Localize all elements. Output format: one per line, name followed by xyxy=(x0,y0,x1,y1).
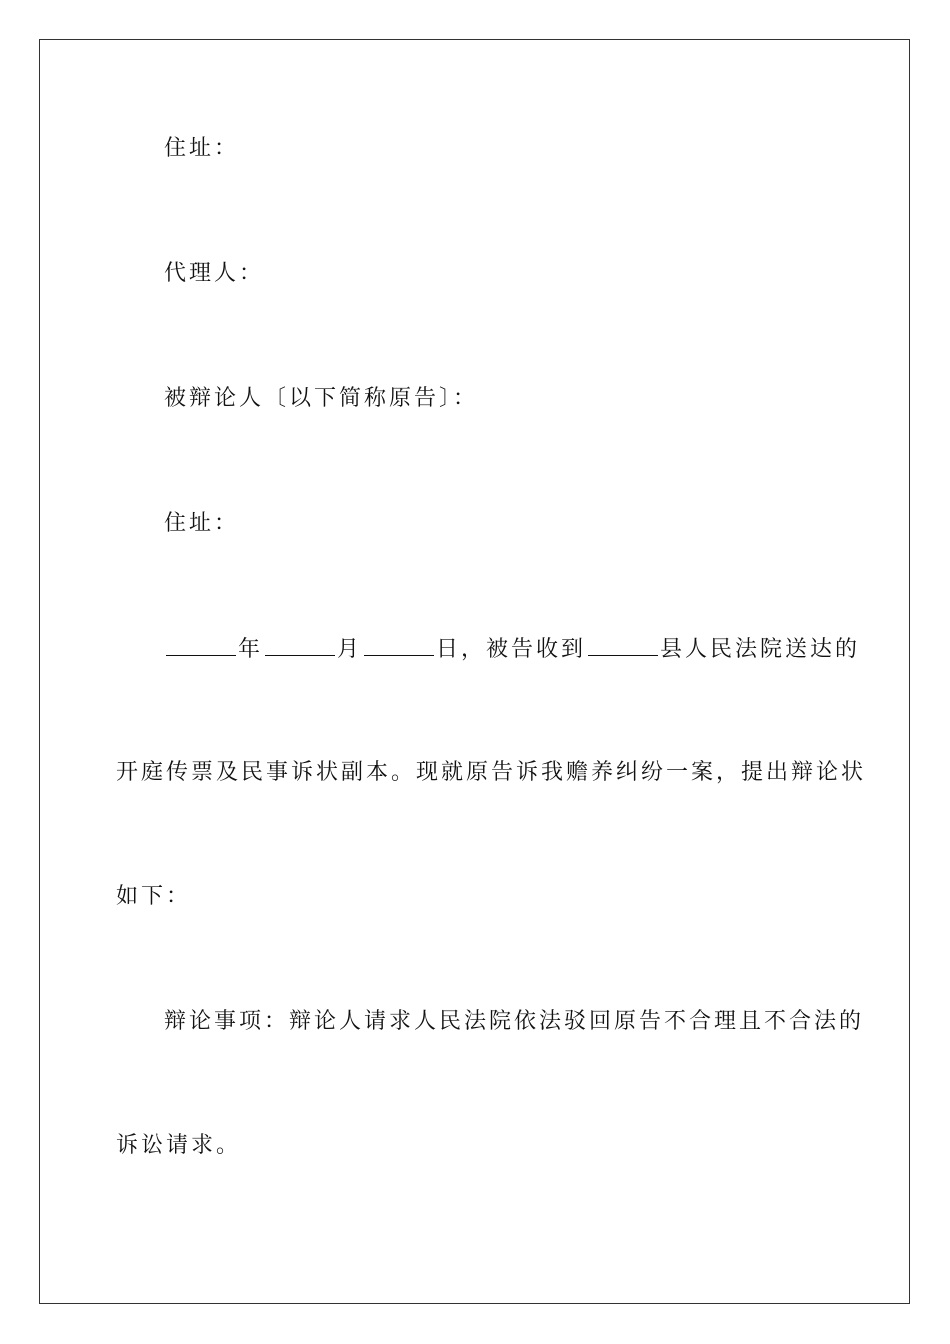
year-blank[interactable] xyxy=(166,633,236,656)
address-line-1: 住址： xyxy=(164,136,240,161)
defense-matter-end: 诉讼请求。 xyxy=(116,1133,242,1158)
defense-matter-line: 辩论事项：辩论人请求人民法院依法驳回原告不合理且不合法的 xyxy=(164,1009,865,1034)
page-border xyxy=(39,39,910,1304)
body-line-1: 开庭传票及民事诉状副本。现就原告诉我赡养纠纷一案，提出辩论状 xyxy=(116,760,867,785)
agent-line: 代理人： xyxy=(164,261,265,286)
court-label: 县人民法院送达的 xyxy=(660,637,861,662)
month-label: 月 xyxy=(337,637,363,662)
day-label: 日，被告收到 xyxy=(436,637,587,662)
date-line xyxy=(164,633,860,663)
address-line-2: 住址： xyxy=(164,511,240,536)
month-blank[interactable] xyxy=(265,633,335,656)
day-blank[interactable] xyxy=(364,633,434,656)
body-line-2: 如下： xyxy=(116,884,192,909)
court-blank[interactable] xyxy=(588,633,658,656)
year-label: 年 xyxy=(238,637,264,662)
respondent-line: 被辩论人〔以下简称原告〕： xyxy=(164,386,479,411)
